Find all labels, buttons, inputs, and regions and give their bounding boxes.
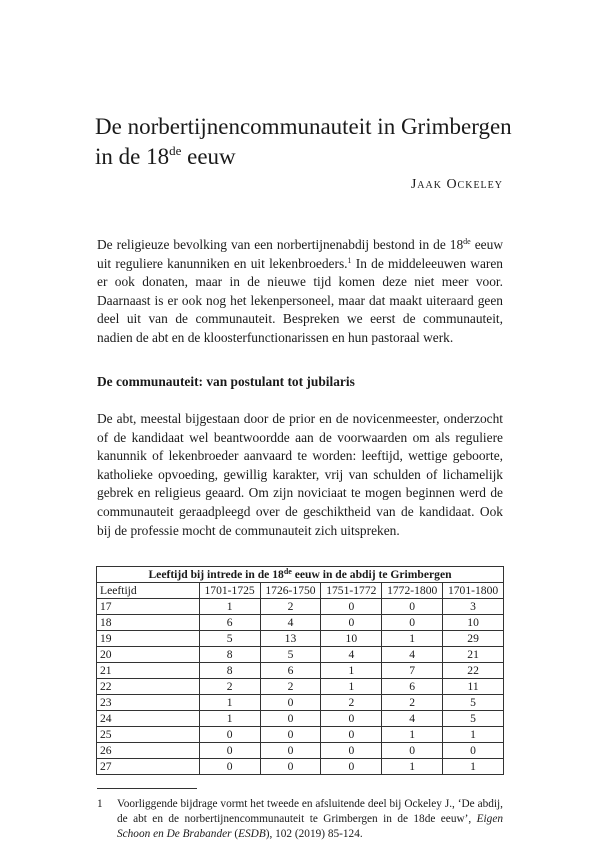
- count-cell: 8: [199, 663, 260, 679]
- table-row: [97, 743, 504, 759]
- table-caption-sup: de: [283, 566, 292, 576]
- footnote-journal-title: Eigen Schoon en De Brabander: [117, 813, 503, 840]
- count-cell: 5: [443, 711, 504, 727]
- section-heading: De communauteit: van postulant tot jubilaris: [97, 374, 355, 389]
- age-cell: 20: [97, 647, 200, 663]
- table-caption: [97, 567, 504, 583]
- count-cell: 11: [443, 679, 504, 695]
- count-cell: 4: [321, 647, 382, 663]
- count-cell: 4: [382, 711, 443, 727]
- footnote-divider: [97, 788, 197, 789]
- count-cell: 2: [382, 695, 443, 711]
- count-cell: 4: [382, 647, 443, 663]
- title-line-1: De norbertijnencommunauteit in Grimbergen: [95, 114, 512, 139]
- age-cell: 18: [97, 615, 200, 631]
- column-header: 1701-1725: [199, 583, 260, 599]
- footnote: [97, 797, 503, 842]
- age-cell: 25: [97, 727, 200, 743]
- count-cell: 1: [199, 711, 260, 727]
- table-caption-post: eeuw in de abdij te Grimbergen: [291, 567, 452, 581]
- table-row: [97, 615, 504, 631]
- column-header: Leeftijd: [97, 583, 200, 599]
- body-paragraph: De abt, meestal bijgestaan door de prior en de novicenmeester, onderzocht of de kandidaat wel beantwoordde aan de voorwaarden om als reguliere kanunnik of lekenbroeder aanvaard te worden: leeftijd, wettige geboorte, katholieke opvoeding, gewillig karakter, vrij van schulden of lichamelijk gebrek en religieus geaard. Om zijn noviciaat te mogen beginnen werd de communauteit geraadpleegd over de geschiktheid van de kandidaat. Ook bij de professie mocht de communauteit zich uitspreken.: [97, 411, 503, 538]
- table-header-row: [97, 583, 504, 599]
- age-cell: 21: [97, 663, 200, 679]
- count-cell: 0: [260, 743, 321, 759]
- count-cell: 0: [382, 615, 443, 631]
- table-row: [97, 695, 504, 711]
- count-cell: 2: [260, 599, 321, 615]
- count-cell: 0: [199, 743, 260, 759]
- age-at-entry-table: [96, 566, 504, 775]
- intro-paragraph: [97, 236, 503, 348]
- table-row: [97, 711, 504, 727]
- footnote-text: [117, 797, 503, 842]
- table-row: [97, 599, 504, 615]
- table-row: [97, 631, 504, 647]
- count-cell: 8: [199, 647, 260, 663]
- count-cell: 1: [382, 759, 443, 775]
- column-header: 1772-1800: [382, 583, 443, 599]
- age-cell: 24: [97, 711, 200, 727]
- table-row: [97, 759, 504, 775]
- count-cell: 1: [199, 695, 260, 711]
- table-row: [97, 679, 504, 695]
- count-cell: 0: [321, 743, 382, 759]
- count-cell: 0: [321, 759, 382, 775]
- count-cell: 2: [260, 679, 321, 695]
- title-line-2-pre: in de 18: [95, 144, 170, 169]
- count-cell: 22: [443, 663, 504, 679]
- age-cell: 19: [97, 631, 200, 647]
- count-cell: 1: [321, 679, 382, 695]
- count-cell: 4: [260, 615, 321, 631]
- count-cell: 6: [382, 679, 443, 695]
- count-cell: 6: [199, 615, 260, 631]
- intro-superscript: de: [463, 237, 471, 246]
- count-cell: 1: [382, 727, 443, 743]
- count-cell: 29: [443, 631, 504, 647]
- count-cell: 10: [443, 615, 504, 631]
- footnote-reference[interactable]: 1: [347, 255, 352, 265]
- count-cell: 3: [443, 599, 504, 615]
- count-cell: 0: [260, 759, 321, 775]
- age-cell: 17: [97, 599, 200, 615]
- count-cell: 1: [199, 599, 260, 615]
- intro-text-2: eeuw uit reguliere kanunniken en uit lekenbroeders.: [97, 237, 503, 271]
- count-cell: 1: [382, 631, 443, 647]
- footnote-number: 1: [97, 798, 103, 810]
- count-cell: 6: [260, 663, 321, 679]
- title-line-2-post: eeuw: [181, 144, 236, 169]
- count-cell: 1: [443, 759, 504, 775]
- count-cell: 1: [443, 727, 504, 743]
- count-cell: 0: [260, 711, 321, 727]
- table-caption-pre: Leeftijd bij intrede in de 18: [148, 567, 284, 581]
- age-cell: 22: [97, 679, 200, 695]
- age-cell: 26: [97, 743, 200, 759]
- count-cell: 7: [382, 663, 443, 679]
- count-cell: 1: [321, 663, 382, 679]
- count-cell: 0: [321, 711, 382, 727]
- column-header: 1726-1750: [260, 583, 321, 599]
- title-superscript: de: [169, 143, 182, 158]
- count-cell: 0: [382, 599, 443, 615]
- count-cell: 5: [260, 647, 321, 663]
- footnote-text-post: ), 102 (2019) 85-124.: [265, 828, 363, 840]
- column-header: 1751-1772: [321, 583, 382, 599]
- count-cell: 0: [321, 727, 382, 743]
- article-title: [95, 112, 515, 172]
- footnote-journal-abbr: ESDB: [238, 828, 266, 840]
- count-cell: 0: [260, 727, 321, 743]
- column-header: 1701-1800: [443, 583, 504, 599]
- count-cell: 0: [260, 695, 321, 711]
- count-cell: 13: [260, 631, 321, 647]
- footnote-text-pre: Voorliggende bijdrage vormt het tweede en afsluitende deel bij Ockeley J., ‘De abdij, de abt en de norbertijnencommunauteit te Grimbergen in de 18de eeuw’,: [117, 798, 503, 825]
- intro-text-1: De religieuze bevolking van een norbertijnenabdij bestond in de 18: [97, 237, 464, 252]
- intro-text-3: In de middeleeuwen waren er ook donaten, maar in de nieuwe tijd komen deze niet meer voor. Daarnaast is er ook nog het lekenpersoneel, maar dat maakt uiteraard geen deel uit van de communauteit. Bespreken we eerst de communauteit, nadien de abt en de kloosterfunctionarissen en hun pastoraal werk.: [97, 255, 504, 345]
- table-row: [97, 663, 504, 679]
- count-cell: 0: [199, 727, 260, 743]
- count-cell: 0: [443, 743, 504, 759]
- count-cell: 2: [199, 679, 260, 695]
- count-cell: 0: [321, 599, 382, 615]
- table-row: [97, 647, 504, 663]
- table-row: [97, 727, 504, 743]
- count-cell: 2: [321, 695, 382, 711]
- count-cell: 0: [199, 759, 260, 775]
- footnote-text-mid: (: [231, 828, 239, 840]
- count-cell: 5: [443, 695, 504, 711]
- table-body: [97, 599, 504, 775]
- count-cell: 5: [199, 631, 260, 647]
- count-cell: 0: [321, 615, 382, 631]
- age-cell: 23: [97, 695, 200, 711]
- author-name: Jaak Ockeley: [410, 177, 503, 192]
- count-cell: 10: [321, 631, 382, 647]
- count-cell: 21: [443, 647, 504, 663]
- count-cell: 0: [382, 743, 443, 759]
- age-cell: 27: [97, 759, 200, 775]
